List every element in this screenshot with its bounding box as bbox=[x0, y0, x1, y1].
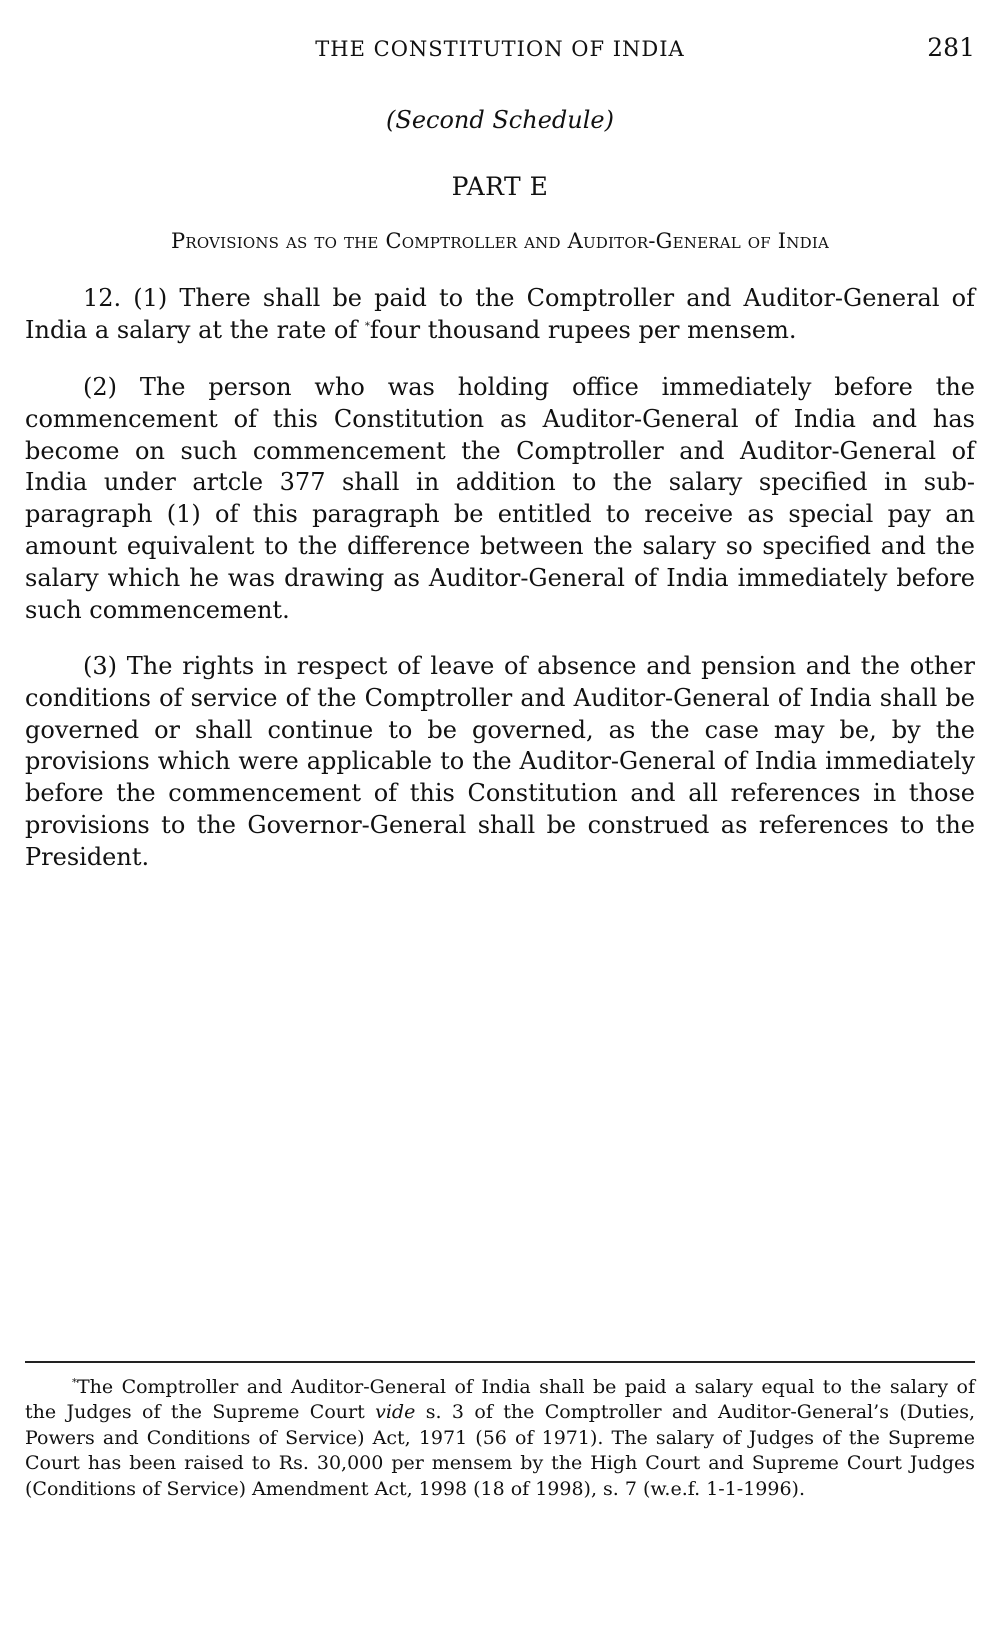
paragraph-12-3: (3) The rights in respect of leave of absence and pension and the other conditions of service of the Comptroller and Auditor-General of India shall be governed or shall continue to be governed, as the case may be, by the provisions which were applicable to the Auditor-General of India immediately before the commencement of this Constitution and all references in those provisions to the Governor-General shall be construed as references to the President. bbox=[25, 652, 975, 871]
document-page bbox=[25, 0, 975, 1650]
paragraph-12-1-text-start: 12. (1) There shall be paid to the Comptroller and Auditor-General of India a salary at the rate of bbox=[25, 284, 975, 344]
footnote-rule bbox=[25, 1361, 975, 1363]
running-head bbox=[25, 34, 975, 70]
paragraph-12-1-text-end: four thousand rupees per mensem. bbox=[369, 315, 797, 344]
paragraph-12-1 bbox=[25, 283, 975, 347]
footnote-italic-vide: vide bbox=[375, 1401, 416, 1424]
schedule-caption: (Second Schedule) bbox=[386, 106, 614, 134]
footnote-text-end: s. 3 of the Comptroller and Auditor-General’s (Duties, Powers and Conditions of Service) Act, 1971 (56 of 1971). The salary of Judges of the Supreme Court has been raised to Rs. 30,000 per mensem by the High Court and Supreme Court Judges (Conditions of Service) Amendment Act, 1998 (18 of 1998), s. 7 (w.e.f. 1-1-1996). bbox=[25, 1401, 975, 1500]
footnote-reference-marker: * bbox=[364, 320, 370, 332]
page-number: 281 bbox=[927, 33, 975, 62]
footnote-text-start: The Comptroller and Auditor-General of India shall be paid a salary equal to the salary of the Judges of the Supreme Court bbox=[25, 1376, 975, 1424]
footnote-marker: * bbox=[72, 1377, 77, 1389]
part-heading: PART E bbox=[451, 172, 549, 201]
paragraph-12-2: (2) The person who was holding office immediately before the commencement of this Constitution as Auditor-General of India and has become on such commencement the Comptroller and Auditor-General of India under artcle 377 shall in addition to the salary specified in sub-paragraph (1) of this paragraph be entitled to receive as special pay an amount equivalent to the difference between the salary so specified and the salary which he was drawing as Auditor-General of India immediately before such commencement. bbox=[25, 373, 975, 624]
running-title: THE CONSTITUTION OF INDIA bbox=[315, 37, 685, 61]
footnote bbox=[25, 1375, 975, 1502]
section-title: Provisions as to the Comptroller and Auditor-General of India bbox=[171, 229, 829, 253]
